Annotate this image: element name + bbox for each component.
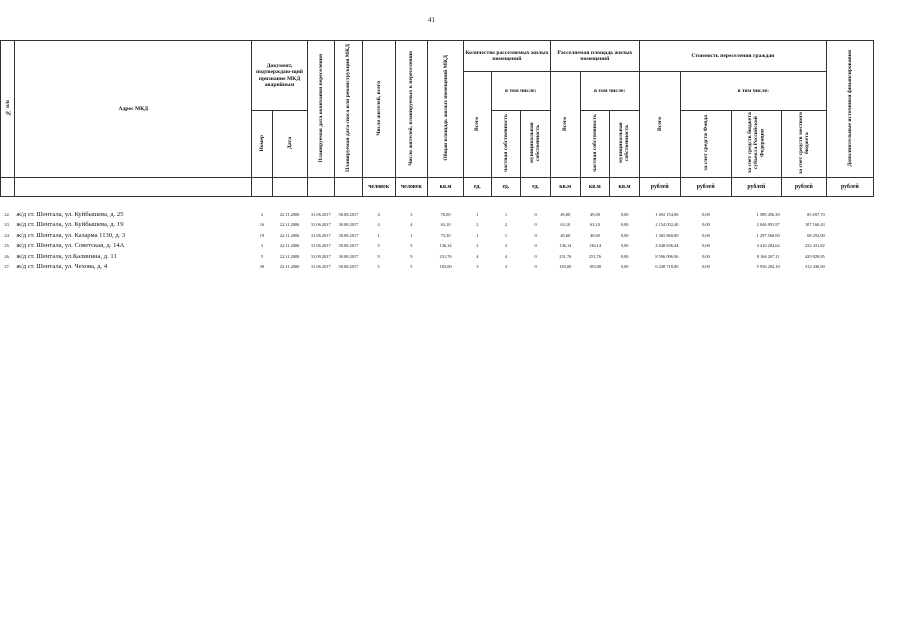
row-extra-sources <box>827 241 874 252</box>
area-municipal-header: муниципальная собственность <box>610 111 640 178</box>
row-total-area: 70,00 <box>440 211 451 217</box>
row-doc-number: 5 <box>260 253 264 259</box>
unit-label: рублей <box>731 178 781 197</box>
area-private-header: частная собственность <box>580 111 610 178</box>
row-doc-date: 22.11.2006 <box>279 211 300 217</box>
row-cost-fund: 0,00 <box>702 264 710 270</box>
row-area-municipal: 0,00 <box>620 222 629 228</box>
row-cost-fund: 0,00 <box>702 222 710 228</box>
units-blank <box>1 178 15 197</box>
row-cost-local: 429 829,85 <box>804 253 825 259</box>
row-area-municipal: 0,00 <box>620 264 629 270</box>
unit-label: кв.м <box>550 178 580 197</box>
row-residents-total: 5 <box>377 243 380 249</box>
unit-label: рублей <box>826 178 873 197</box>
row-rooms-total: 2 <box>476 243 479 249</box>
row-area-municipal: 0,00 <box>620 253 629 259</box>
row-address: ж/д ст. Шентала, ул.Калинина, д. 11 <box>16 252 117 260</box>
row-residents-planned: 9 <box>410 253 413 259</box>
row-doc-date: 22.11.2006 <box>279 232 300 238</box>
row-cost-total: 1 692 154,00 <box>655 211 679 217</box>
row-address: ж/д ст. Шентала, ул. Чехова, д. 4 <box>16 263 108 271</box>
row-residents-total: 4 <box>377 211 380 217</box>
row-residents-planned: 5 <box>410 264 413 270</box>
row-area-total: 183,00 <box>559 264 572 270</box>
row-address: ж/д ст. Шентала, ул. Куйбышева, д. 19 <box>16 221 124 229</box>
col-planned-end-header: Планируемая дата окончания переселения <box>307 41 335 178</box>
row-doc-number: 16 <box>259 222 265 228</box>
row-cost-subject: 1 297 568,00 <box>756 232 780 238</box>
rooms-group-header: Количество расселяемых жилых помещений <box>463 41 550 72</box>
row-rooms-total: 4 <box>476 253 479 259</box>
row-index: 23. <box>4 222 10 228</box>
cost-incl-header: в том числе: <box>680 72 826 111</box>
row-planned-demolition: 30.08.2017 <box>338 232 359 238</box>
row-area-total: 63,10 <box>560 222 571 228</box>
rooms-private-header: частная собственность <box>491 111 521 178</box>
rooms-incl-header: в том числе: <box>491 72 550 111</box>
row-area-municipal: 0,00 <box>620 243 629 249</box>
row-doc-number: 39 <box>259 264 265 270</box>
row-planned-demolition: 30.08.2017 <box>338 243 359 249</box>
row-area-total: 49,00 <box>560 211 571 217</box>
row-cost-total: 4 648 636,44 <box>655 243 679 249</box>
row-cost-total: 6 248 718,00 <box>655 264 679 270</box>
row-doc-date: 22.11.2006 <box>279 222 300 228</box>
row-rooms-private: 2 <box>504 243 508 249</box>
row-area-total: 251,76 <box>559 253 572 259</box>
row-cost-subject: 1 589 456,30 <box>756 211 780 217</box>
register-table-body <box>0 209 874 272</box>
row-rooms-municipal: 0 <box>534 232 537 238</box>
row-rooms-private: 2 <box>504 222 508 228</box>
units-blank <box>252 178 272 197</box>
row-cost-local: 232 431,82 <box>804 243 825 249</box>
unit-label: ед. <box>491 178 521 197</box>
unit-label: человек <box>395 178 428 197</box>
row-rooms-municipal: 0 <box>534 222 537 228</box>
row-residents-total: 4 <box>377 222 380 228</box>
table-row <box>0 230 874 241</box>
row-index: 26. <box>4 253 10 259</box>
cost-local-header: за счет средств местного бюджета <box>781 111 826 178</box>
row-extra-sources <box>827 262 874 273</box>
units-blank <box>307 178 335 197</box>
row-cost-fund: 0,00 <box>702 243 710 249</box>
row-area-private: 63,10 <box>590 222 600 228</box>
row-planned-end: 31.06.2017 <box>310 243 331 249</box>
doc-group-header: Документ, подтверждаю-щий признание МКД аварийным <box>252 41 307 111</box>
row-cost-subject: 4 416 204,62 <box>756 243 780 249</box>
row-residents-planned: 4 <box>410 222 413 228</box>
row-rooms-municipal: 0 <box>534 211 537 217</box>
register-table-header <box>0 40 874 197</box>
row-address: ж/д ст. Шентала, ул. Советская, д. 14А <box>16 242 125 250</box>
row-rooms-total: 2 <box>476 222 479 228</box>
row-cost-fund: 0,00 <box>702 211 710 217</box>
row-cost-fund: 0,00 <box>702 253 710 259</box>
row-rooms-private: 4 <box>504 253 508 259</box>
row-doc-number: 2 <box>260 211 264 217</box>
row-residents-planned: 1 <box>410 232 413 238</box>
row-rooms-total: 3 <box>476 264 479 270</box>
table-row <box>0 241 874 252</box>
row-total-area: 136,14 <box>439 243 452 249</box>
row-index: 25. <box>4 243 10 249</box>
row-cost-subject: 5 936 282,10 <box>756 264 780 270</box>
row-cost-total: 8 596 096,96 <box>655 253 679 259</box>
row-residents-total: 5 <box>377 264 380 270</box>
col-total-area-header: Общая площадь жилых помещений МКД <box>428 41 464 178</box>
row-rooms-municipal: 0 <box>534 243 537 249</box>
unit-label: рублей <box>639 178 680 197</box>
units-blank <box>15 178 252 197</box>
unit-label: кв.м <box>610 178 640 197</box>
row-area-total: 136,14 <box>559 243 572 249</box>
row-rooms-private: 1 <box>504 232 508 238</box>
row-cost-local: 85 697,70 <box>807 211 825 217</box>
row-total-area: 75,30 <box>440 232 451 238</box>
row-planned-demolition: 30.08.2017 <box>338 253 359 259</box>
row-cost-total: 1 365 860,00 <box>655 232 679 238</box>
row-area-private: 136,14 <box>588 243 602 249</box>
table-row <box>0 262 874 273</box>
row-cost-local: 107 160,43 <box>804 222 825 228</box>
col-index-header: № п/п <box>1 41 15 178</box>
area-total-header: Всего <box>550 72 580 178</box>
row-planned-demolition: 30.08.2017 <box>338 264 359 270</box>
row-cost-local: 68 292,00 <box>807 232 825 238</box>
cost-fund-header: за счет средств Фонда <box>680 111 731 178</box>
col-residents-planned-header: Число жителей, планируемых к переселению <box>395 41 428 178</box>
row-planned-end: 31.06.2017 <box>310 232 331 238</box>
row-doc-date: 22.11.2006 <box>279 243 300 249</box>
row-extra-sources <box>827 230 874 241</box>
row-cost-subject: 8 166 267,11 <box>756 253 780 259</box>
row-area-private: 251,76 <box>588 253 602 259</box>
doc-date-header: Дата <box>272 111 307 178</box>
unit-label: рублей <box>680 178 731 197</box>
row-cost-local: 312 436,90 <box>804 264 825 270</box>
area-group-header: Расселяемая площадь жилых помещений <box>550 41 639 72</box>
col-address-header: Адрес МКД <box>15 41 252 178</box>
unit-label: ед. <box>521 178 551 197</box>
row-area-municipal: 0,00 <box>620 232 629 238</box>
row-extra-sources <box>827 209 874 220</box>
row-index: 24. <box>4 232 10 238</box>
row-area-private: 40,60 <box>590 232 600 238</box>
col-extra-sources-header: Дополнительные источники финансирования <box>826 41 873 178</box>
row-rooms-total: 1 <box>476 232 479 238</box>
row-extra-sources <box>827 220 874 231</box>
unit-label: кв.м <box>580 178 610 197</box>
row-planned-end: 31.06.2017 <box>310 264 331 270</box>
row-rooms-private: 3 <box>504 264 508 270</box>
area-incl-header: в том числе: <box>580 72 639 111</box>
row-residents-total: 9 <box>377 253 380 259</box>
row-doc-date: 22.11.2006 <box>279 264 300 270</box>
row-residents-planned: 3 <box>410 211 413 217</box>
row-residents-planned: 5 <box>410 243 413 249</box>
row-rooms-private: 1 <box>504 211 508 217</box>
row-area-total: 40,60 <box>560 232 571 238</box>
row-area-private: 183,00 <box>588 264 602 270</box>
cost-group-header: Стоимость переселения граждан <box>639 41 826 72</box>
col-residents-total-header: Число жителей, всего <box>362 41 395 178</box>
row-address: ж/д ст. Шентала, ул. Казарма 1130, д. 3 <box>16 231 126 239</box>
row-planned-end: 31.06.2017 <box>310 211 331 217</box>
row-cost-fund: 0,00 <box>702 232 710 238</box>
units-blank <box>335 178 363 197</box>
rooms-total-header: Всего <box>463 72 491 178</box>
row-rooms-total: 1 <box>476 211 479 217</box>
row-rooms-municipal: 0 <box>534 264 537 270</box>
row-cost-total: 2 154 052,40 <box>655 222 679 228</box>
row-total-area: 183,00 <box>439 264 452 270</box>
row-address: ж/д ст. Шентала, ул. Куйбышева, д. 25 <box>16 210 124 218</box>
cost-subject-header: за счет средств бюджета субъекта Российской Федерации <box>731 111 781 178</box>
row-doc-number: 19 <box>259 232 265 238</box>
cost-total-header: Всего <box>639 72 680 178</box>
doc-number-header: Номер <box>252 111 272 178</box>
row-total-area: 63,10 <box>440 222 451 228</box>
unit-label: ед. <box>463 178 491 197</box>
row-total-area: 251,76 <box>439 253 452 259</box>
table-row <box>0 220 874 231</box>
rooms-municipal-header: муниципальная собственность <box>521 111 551 178</box>
table-row <box>0 209 874 220</box>
row-planned-demolition: 30.08.2017 <box>338 211 359 217</box>
unit-label: рублей <box>781 178 826 197</box>
row-extra-sources <box>827 251 874 262</box>
row-planned-end: 31.09.2017 <box>310 253 331 259</box>
col-planned-demolition-header: Планируемая дата сноса или реконструкции МКД <box>335 41 363 178</box>
row-area-municipal: 0,00 <box>620 211 629 217</box>
unit-label: человек <box>362 178 395 197</box>
row-index: 22. <box>4 211 10 217</box>
row-residents-total: 1 <box>377 232 380 238</box>
unit-label: кв.м <box>428 178 464 197</box>
row-doc-date: 22.11.2008 <box>279 253 300 259</box>
row-doc-number: 3 <box>260 243 264 249</box>
table-row <box>0 251 874 262</box>
row-area-private: 49,00 <box>590 211 600 217</box>
page-number: 41 <box>428 16 435 24</box>
units-blank <box>272 178 307 197</box>
row-index: 27. <box>4 264 10 270</box>
row-cost-subject: 2 046 891,97 <box>756 222 780 228</box>
row-planned-end: 31.06.2017 <box>310 222 331 228</box>
row-planned-demolition: 30.08.2017 <box>338 222 359 228</box>
row-rooms-municipal: 0 <box>534 253 537 259</box>
